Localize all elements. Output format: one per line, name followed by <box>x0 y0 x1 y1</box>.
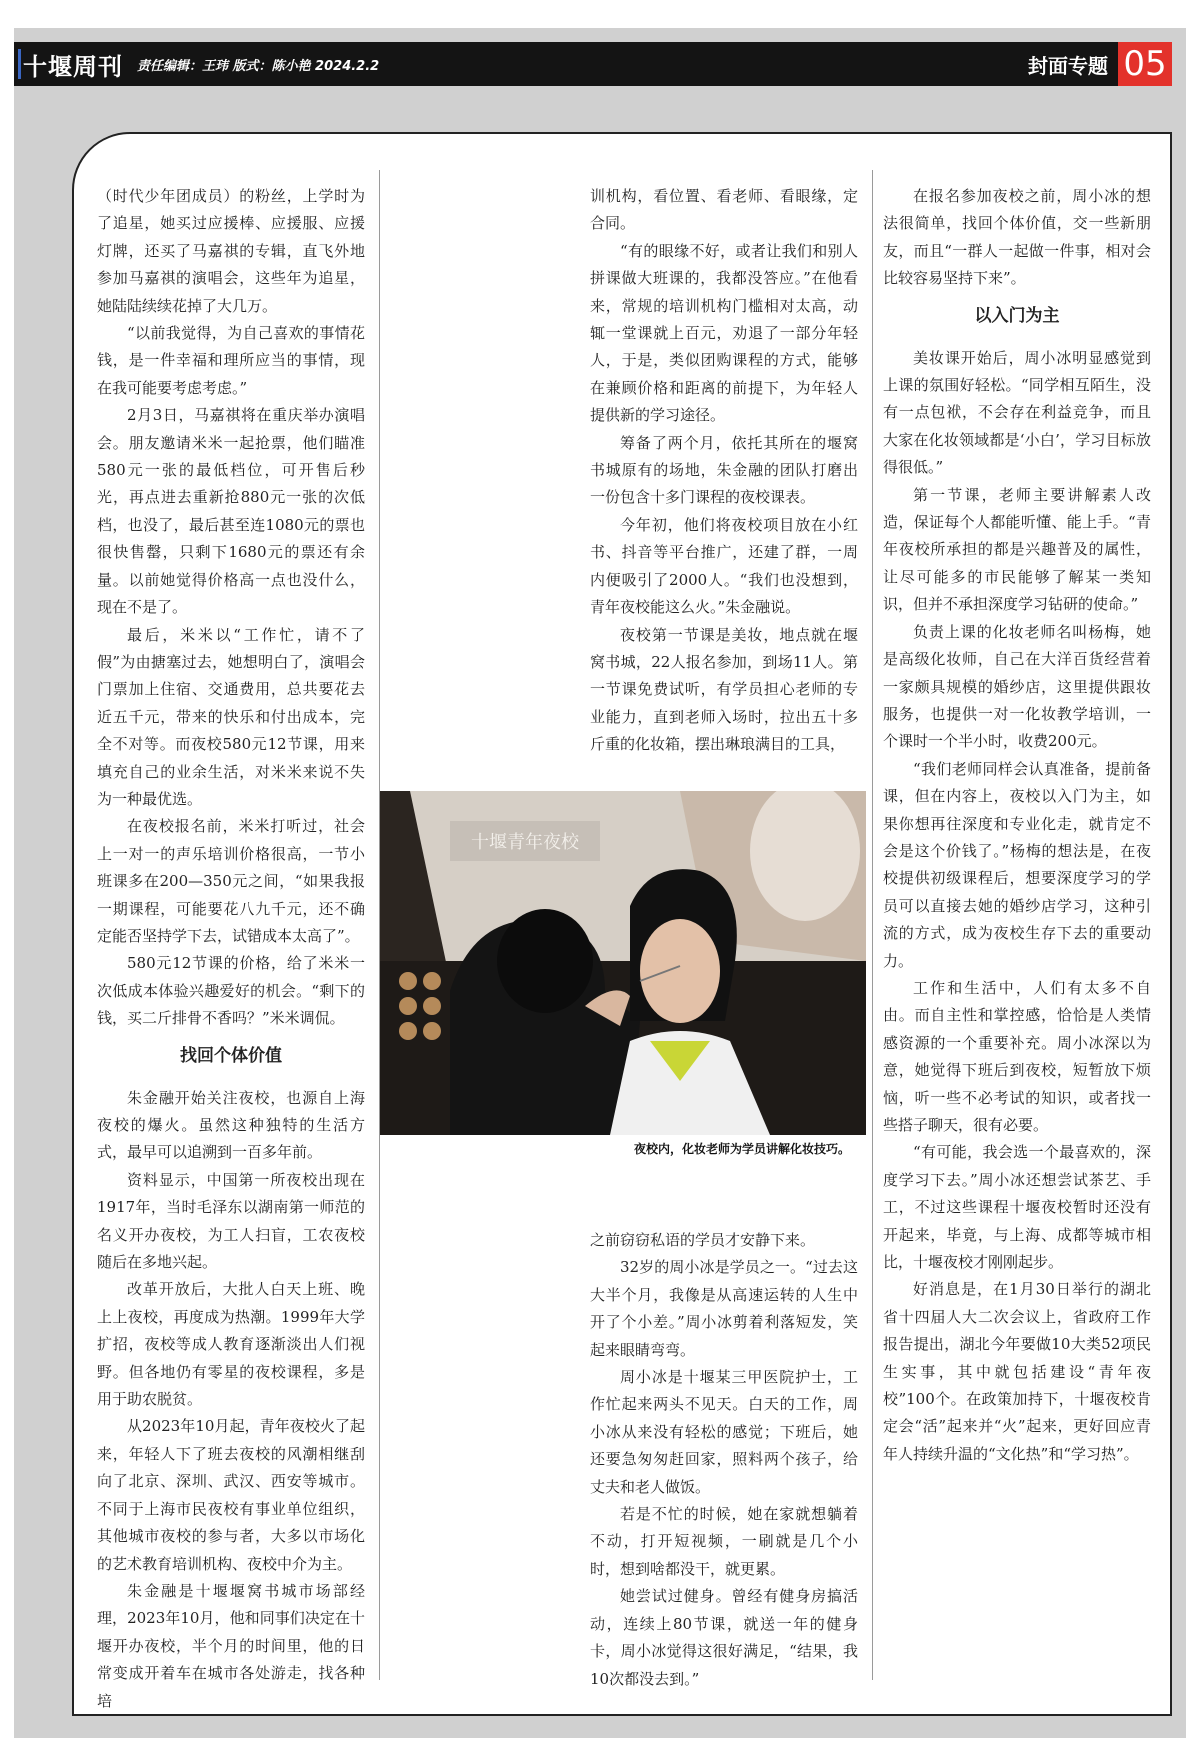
paragraph: 在报名参加夜校之前，周小冰的想法很简单，找回个体价值，交一些新朋友，而且“一群人一起做一件事，相对会比较容易坚持下来”。 <box>883 187 1151 288</box>
paragraph: 在夜校报名前，米米打听过，社会上一对一的声乐培训价格很高，一节小班课多在200—350元之间，“如果我报一期课程，可能要花八九千元，还不确定能否坚持学下去，试错成本太高了”。 <box>97 817 365 945</box>
paragraph: 工作和生活中，人们有太多不自由。而自主性和掌控感，恰恰是人类情感资源的一个重要补充。周小冰深以为意，她觉得下班后到夜校，短暂放下烦恼，听一些不必考试的知识，或者找一些搭子聊天，很有必要。 <box>883 978 1151 1134</box>
photo-caption: 夜校内，化妆老师为学员讲解化妆技巧。 <box>633 1142 850 1156</box>
paragraph: “有可能，我会选一个最喜欢的，深度学习下去。”周小冰还想尝试茶艺、手工，不过这些课程十堰夜校暂时还没有开起来，毕竟，与上海、成都等城市相比，十堰夜校才刚刚起步。 <box>883 1143 1151 1272</box>
paragraph: 今年初，他们将夜校项目放在小红书、抖音等平台推广，还建了群，一周内便吸引了2000人。“我们也没想到，青年夜校能这么火。”朱金融说。 <box>590 515 858 617</box>
paragraph: 朱金融是十堰堰窝书城市场部经理，2023年10月，他和同事们决定在十堰开办夜校，半个月的时间里，他的日常变成开着车在城市各处游走，找各种培 <box>97 1581 365 1710</box>
paragraph: 筹备了两个月，依托其所在的堰窝书城原有的场地，朱金融的团队打磨出一份包含十多门课程的夜校课表。 <box>590 433 858 507</box>
section-title: 封面专题 <box>1028 53 1108 78</box>
paragraph: 32岁的周小冰是学员之一。“过去这大半个月，我像是从高速运转的人生中开了个小差。”周小冰剪着利落短发，笑起来眼睛弯弯。 <box>590 1258 858 1359</box>
article-column-1 <box>97 183 365 1715</box>
article-column-2-top <box>590 183 858 759</box>
paragraph: （时代少年团成员）的粉丝，上学时为了追星，她买过应援棒、应援服、应援灯牌，还买了马嘉祺的专辑，直飞外地参加马嘉祺的演唱会，这些年为追星，她陆陆续续花掉了大几万。 <box>97 187 365 315</box>
paragraph: 她尝试过健身。曾经有健身房搞活动，连续上80节课，就送一年的健身卡，周小冰觉得这很好满足，“结果，我10次都没去到。” <box>590 1587 858 1688</box>
paragraph: 最后，米米以“工作忙，请不了假”为由搪塞过去，她想明白了，演唱会门票加上住宿、交通费用，总共要花去近五千元，带来的快乐和付出成本，完全不对等。而夜校580元12节课，用来填充自己的业余生活，对米米来说不失为一种最优选。 <box>97 625 365 808</box>
paragraph: 2月3日，马嘉祺将在重庆举办演唱会。朋友邀请米米一起抢票，他们瞄准580元一张的最低档位，可开售后秒光，再点进去重新抢880元一张的次低档，也没了，最后甚至连1080元的票也很快售罄，只剩下1680元的票还有余量。以前她觉得价格高一点也没什么，现在不是了。 <box>97 406 365 617</box>
paragraph: 好消息是，在1月30日举行的湖北省十四届人大二次会议上，省政府工作报告提出，湖北今年要做10大类52项民生实事，其中就包括建设“青年夜校”100个。在政策加持下，十堰夜校肯定会“活”起来并“火”起来，更好回应青年人持续升温的“文化热”和“学习热”。 <box>883 1280 1151 1463</box>
paragraph: 从2023年10月起，青年夜校火了起来，年轻人下了班去夜校的风潮相继刮向了北京、深圳、武汉、西安等城市。不同于上海市民夜校有事业单位组织，其他城市夜校的参与者，大多以市场化的艺术教育培训机构、夜校中介为主。 <box>97 1417 365 1573</box>
paragraph: 训机构，看位置、看老师、看眼缘，定合同。 <box>590 187 858 233</box>
paragraph: 负责上课的化妆老师名叫杨梅，她是高级化妆师，自己在大洋百货经营着一家颇具规模的婚纱店，这里提供跟妆服务，也提供一对一化妆教学培训，一个课时一个半小时，收费200元。 <box>883 622 1151 751</box>
paragraph: 若是不忙的时候，她在家就想躺着不动，打开短视频，一刷就是几个小时，想到啥都没干，就更累。 <box>590 1505 858 1578</box>
paragraph: “以前我觉得，为自己喜欢的事情花钱，是一件幸福和理所应当的事情，现在我可能要考虑考虑。” <box>97 324 365 397</box>
masthead-logo <box>18 42 123 86</box>
subheading: 找回个体价值 <box>180 1045 282 1066</box>
editor-credits: 责任编辑：王玮 版式：陈小艳 2024.2.2 <box>137 58 380 74</box>
paragraph: “我们老师同样会认真准备，提前备课，但在内容上，夜校以入门为主，如果你想再往深度和专业化走，就肯定不会是这个价钱了。”杨梅的想法是，在夜校提供初级课程后，想要深度学习的学员可以直接去她的婚纱店学习，这种引流的方式，成为夜校生存下去的重要动力。 <box>883 759 1151 970</box>
logo-accent-bar <box>18 49 21 79</box>
page-number: 05 <box>1118 42 1172 86</box>
photo-banner-text: 十堰青年夜校 <box>471 832 579 853</box>
bottom-margin <box>0 1738 1200 1755</box>
paragraph: 美妆课开始后，周小冰明显感觉到上课的氛围好轻松。“同学相互陌生，没有一点包袱，不会存在利益竞争，而且大家在化妆领域都是‘小白’，学习目标放得很低。” <box>883 348 1151 477</box>
subheading: 以入门为主 <box>974 305 1060 326</box>
paragraph: 周小冰是十堰某三甲医院护士，工作忙起来两头不见天。白天的工作，周小冰从来没有轻松的感觉；下班后，她还要急匆匆赶回家，照料两个孩子，给丈夫和老人做饭。 <box>590 1368 858 1496</box>
page-header <box>14 42 1172 86</box>
paragraph: 资料显示，中国第一所夜校出现在1917年，当时毛泽东以湖南第一师范的名义开办夜校，为工人扫盲，工农夜校随后在多地兴起。 <box>97 1170 365 1272</box>
masthead-title: 十堰周刊 <box>23 51 123 81</box>
paragraph: 第一节课，老师主要讲解素人改造，保证每个人都能听懂、能上手。“青年夜校所承担的都是兴趣普及的属性，让尽可能多的市民能够了解某一类知识，但并不承担深度学习钻研的使命。” <box>883 485 1151 614</box>
article-column-3 <box>883 183 1151 1468</box>
paragraph: 580元12节课的价格，给了米米一次低成本体验兴趣爱好的机会。“剩下的钱，买二斤排骨不香吗？”米米调侃。 <box>97 954 365 1028</box>
paragraph: 改革开放后，大批人白天上班、晚上上夜校，再度成为热潮。1999年大学扩招，夜校等成人教育逐渐淡出人们视野。但各地仍有零星的夜校课程，多是用于助农脱贫。 <box>97 1280 365 1409</box>
right-margin <box>1186 0 1200 1755</box>
paragraph: 之前窃窃私语的学员才安静下来。 <box>590 1231 816 1249</box>
left-margin <box>0 0 14 1755</box>
paragraph: 朱金融开始关注夜校，也源自上海夜校的爆火。虽然这种独特的生活方式，最早可以追溯到一百多年前。 <box>97 1088 365 1162</box>
makeup-class-photo <box>380 791 866 1135</box>
column-rule-2 <box>872 170 873 1680</box>
paragraph: 夜校第一节课是美妆，地点就在堰窝书城，22人报名参加，到场11人。第一节课免费试听，有学员担心老师的专业能力，直到老师入场时，拉出五十多斤重的化妆箱，摆出琳琅满目的工具， <box>590 625 858 754</box>
paragraph: “有的眼缘不好，或者让我们和别人拼课做大班课的，我都没答应。”在他看来，常规的培训机构门槛相对太高，动辄一堂课就上百元，劝退了一部分年轻人，于是，类似团购课程的方式，能够在兼顾价格和距离的前提下，为年轻人提供新的学习途径。 <box>590 241 858 425</box>
article-column-2-bottom <box>590 1227 858 1693</box>
top-margin <box>0 0 1200 28</box>
